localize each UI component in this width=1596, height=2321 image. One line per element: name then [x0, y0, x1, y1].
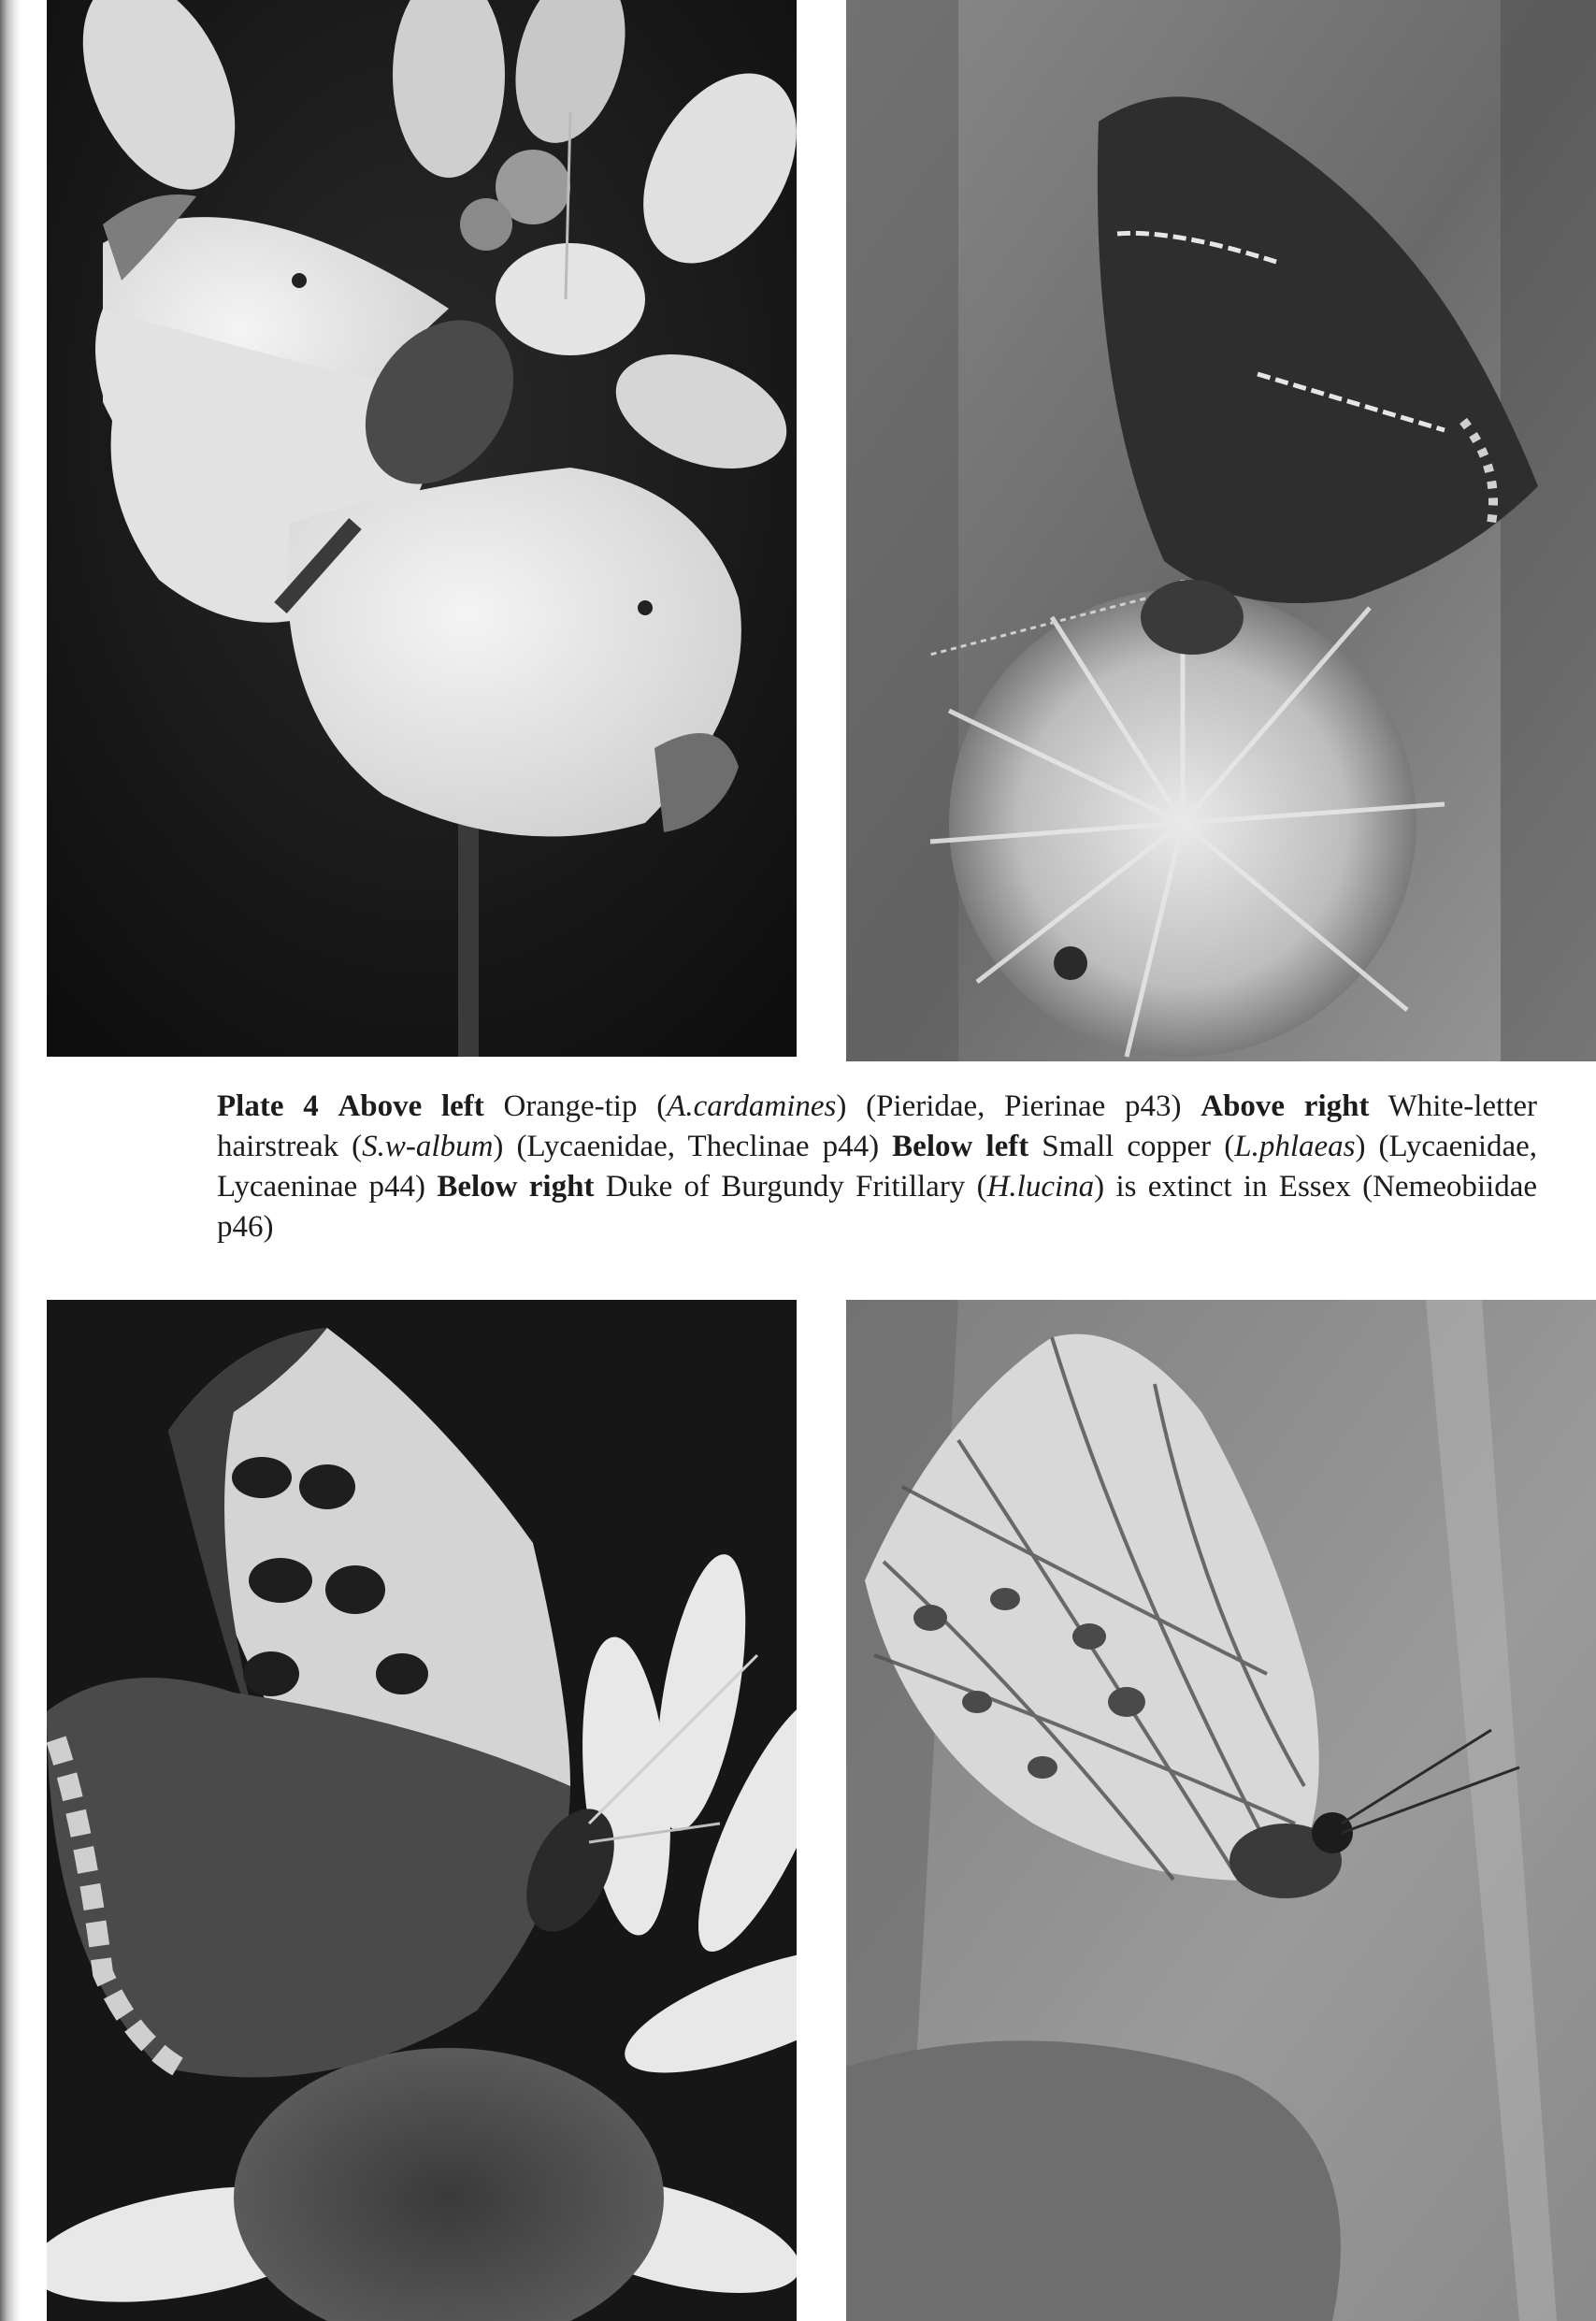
orange-tip-image	[47, 0, 797, 1057]
caption-heading-above-left: Above left	[338, 1089, 484, 1123]
duke-of-burgundy-image	[846, 1300, 1596, 2321]
white-letter-hairstreak-image	[846, 0, 1596, 1061]
photo-orange-tip	[47, 0, 797, 1057]
caption-text: ) (Lycaenidae, Theclinae p44)	[493, 1130, 880, 1163]
caption-text: ) (Pieridae, Pierinae p43)	[836, 1089, 1182, 1123]
book-spine-shadow	[0, 0, 21, 2321]
small-copper-image	[47, 1300, 797, 2321]
caption-text: Duke of Burgundy Fritillary (	[605, 1170, 987, 1204]
photo-small-copper	[47, 1300, 797, 2321]
caption-text: Orange-tip (	[503, 1089, 668, 1123]
caption-text: ) is extinct in Essex (Nemeobiidae p46)	[217, 1170, 1538, 1244]
photo-white-letter-hairstreak	[846, 0, 1596, 1061]
caption-text: Small copper (	[1042, 1130, 1235, 1163]
species-name: H.lucina	[986, 1170, 1095, 1204]
caption-text: ) (Lycaenidae, Lycaeninae p44)	[217, 1130, 1538, 1204]
caption-text: White-letter hairstreak (	[217, 1089, 1538, 1163]
plate-label: Plate 4	[217, 1089, 319, 1123]
caption-heading-below-left: Below left	[892, 1130, 1029, 1163]
species-name: S.w-album	[362, 1130, 494, 1163]
caption-heading-above-right: Above right	[1201, 1089, 1370, 1123]
plate-caption	[217, 1087, 1537, 1247]
species-name: L.phlaeas	[1234, 1130, 1356, 1163]
species-name: A.cardamines	[667, 1089, 837, 1123]
photo-duke-of-burgundy-fritillary	[846, 1300, 1596, 2321]
caption-heading-below-right: Below right	[437, 1170, 595, 1204]
